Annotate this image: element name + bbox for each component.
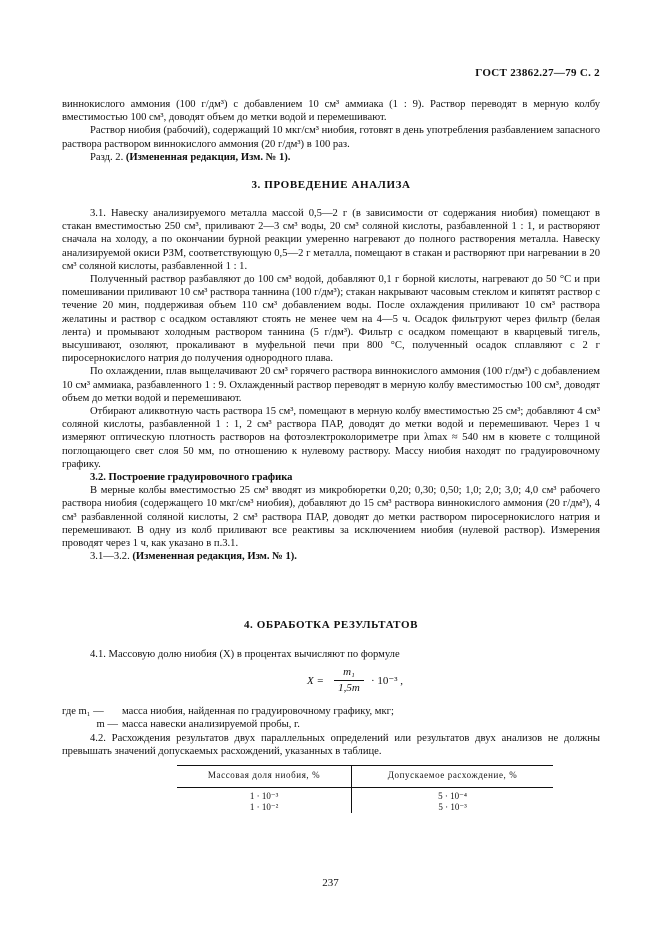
text: 4.1. Массовую долю ниобия (X) в процентах вычисляют по формуле <box>90 649 400 660</box>
definition-text: масса ниобия, найденная по градуировочному графику, мкг; <box>122 706 394 717</box>
tolerance-table <box>177 765 553 813</box>
text: Отбирают аликвотную часть раствора 15 см³, помещают в мерную колбу вместимостью 25 см³; добавляют 4 см³ соляной кислоты, разбавленной 1 : 1, 2 см³ раствора ПАР, доводят до метки водой и перемешивают. Через 1 ч измеряют оптическую плотность растворов на фотоэлектроколориметре при λmax ≈ 540 нм в кювете с толщиной поглощающего свет слоя 50 мм, по отношению к нулевому раствору. Массу ниобия находят по градуировочному графику. <box>62 406 600 470</box>
text: По охлаждении, плав выщелачивают 20 см³ горячего раствора виннокислого аммония (100 г/дм³) с добавлением 10 см³ аммиака, разбавленного 1 : 9. Охлажденный раствор переводят в мерную колбу вместимостью 100 см³, доводят объем до метки водой и перемешивают. <box>62 366 600 404</box>
amendment-bold: (Измененная редакция, Изм. № 1). <box>125 151 291 163</box>
table-row <box>177 788 553 803</box>
table-cell: 5 · 10⁻³ <box>352 802 553 813</box>
formula <box>307 666 467 700</box>
table-cell: 5 · 10⁻⁴ <box>352 788 553 803</box>
subsection-title: 3.2. Построение градуировочного графика <box>90 472 293 484</box>
table-cell: 1 · 10⁻³ <box>249 791 279 802</box>
paragraph <box>62 98 600 164</box>
definition-symbol: где m₁ — <box>62 706 104 717</box>
text: Полученный раствор разбавляют до 100 см³ водой, добавляют 0,1 г борной кислоты, нагревают до 50 °С и при помешивании приливают 10 см³ раствора таннина (100 г/дм³); стакан накрывают часовым стеклом и кипятят раствор с течение 20 мин, поддерживая объем 110 см³ добавлением воды. После охлаждения приливают 10 см³ раствора желатины и раствор с осадком оставляют стоять не менее чем на 4—5 ч. Осадок фильтруют через фильтр (белая лента) и промывают холодным раствором таннина (5 г/дм³). Фильтр с осадком помещают в кварцевый тигель, высушивают, озоляют, прокаливают в муфельной печи при 800 °С, полученный осадок сплавляют с 2 г пиросернокислого натрия до получения однородного плава. <box>62 274 600 365</box>
formula-lhs: X = <box>307 675 324 687</box>
section-title: 4. ОБРАБОТКА РЕЗУЛЬТАТОВ <box>243 619 419 631</box>
definition-row <box>62 705 600 718</box>
section-3-body <box>62 207 600 563</box>
text: 4.2. Расхождения результатов двух параллельных определений или результатов двух анализов не должны превышать значений допускаемых расхождений, указанных в таблице. <box>62 733 600 758</box>
text: виннокислого аммония (100 г/дм³) с добавлением 10 см³ аммиака (1 : 9). Раствор переводят в мерную колбу вместимостью 100 см³, доводят объем до метки водой и перемешивают. <box>62 99 600 124</box>
definition-row <box>62 718 600 731</box>
formula-definitions <box>62 705 600 731</box>
formula-rest: · 10⁻³ , <box>371 675 404 687</box>
table-cell: 1 · 10⁻² <box>249 802 279 813</box>
text: 3.1—3.2. <box>90 551 130 563</box>
table-header: Массовая доля ниобия, % <box>207 770 321 780</box>
table-row <box>177 802 553 813</box>
text: 3.1. Навеску анализируемого металла массой 0,5—2 г (в зависимости от содержания ниобия) помещают в стакан вместимостью 250 см³, приливают 2—3 см³ воды, 20 см³ соляной кислоты, разбавленной 1 : 1, и растворяют сначала на холоду, а по окончании бурной реакции умеренно нагревают до полного растворения металла. Навеску анализируемой окиси РЗМ, соответствующую 0,5—2 г металла, помещают в стакан и растворяют при нагревании в 20 см³ соляной кислоты, разбавленной 1 : 1. <box>62 208 600 272</box>
section-4-intro <box>62 648 600 661</box>
document-header: ГОСТ 23862.27—79 С. 2 <box>475 67 600 79</box>
formula-denominator: 1,5m <box>338 682 360 695</box>
definition-text: масса навески анализируемой пробы, г. <box>122 719 300 731</box>
amendment-note <box>62 151 600 164</box>
section-4-text <box>62 732 600 758</box>
text: Раствор ниобия (рабочий), содержащий 10 мкг/см³ ниобия, готовят в день употребления разбавлением запасного раствора раствором виннокислого аммония (20 г/дм³) в 100 раз. <box>62 125 600 150</box>
text: Разд. 2. <box>90 151 124 163</box>
page-number: 237 <box>322 877 339 889</box>
formula-numerator: m₁ <box>334 666 364 681</box>
table-header: Допускаемое расхождение, % <box>352 766 553 788</box>
definition-symbol: m — <box>96 719 118 731</box>
amendment-bold: (Измененная редакция, Изм. № 1). <box>132 551 297 563</box>
amendment-note <box>62 550 600 563</box>
text: В мерные колбы вместимостью 25 см³ вводят из микробюретки 0,20; 0,30; 0,50; 1,0; 2,0; 3,0; 4,0 см³ рабочего раствора ниобия (содержащего 10 мкг/см³ ниобия), добавляют до 15 см³ раствора виннокислого аммония (20 г/дм³), 4 см³ разбавленной соляной кислоты, 2 см³ раствора ПАР, доводят до метки раствором пиросернокислого натрия и перемешивают. В одну из колб приливают все реактивы за исключением ниобия (нулевой раствор). Измерения проводят через 1 ч, как указано в п.3.1. <box>62 485 600 550</box>
section-title: 3. ПРОВЕДЕНИЕ АНАЛИЗА <box>251 179 411 191</box>
formula-fraction <box>334 666 364 695</box>
table-header-row <box>177 766 553 788</box>
